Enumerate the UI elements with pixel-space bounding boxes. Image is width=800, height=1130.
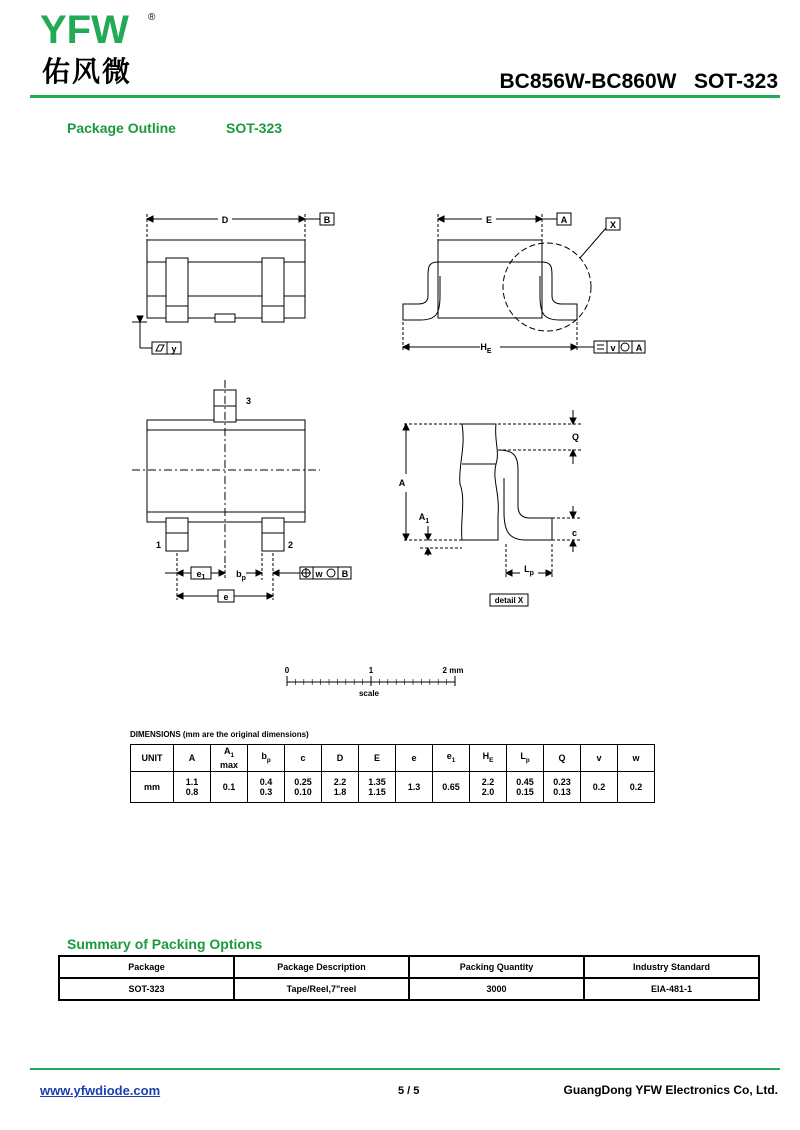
dim-A-label: A	[398, 478, 406, 488]
package-outline-type: SOT-323	[226, 120, 283, 136]
dim-value-cell	[285, 772, 322, 803]
top-view-lead-right	[262, 258, 284, 322]
dim-value-cell	[359, 772, 396, 803]
dim-header-A: A	[174, 745, 211, 772]
dim-header-unit: UNIT	[131, 745, 174, 772]
dimensions-header-row	[131, 745, 655, 772]
dim-value: 0.4	[259, 777, 273, 787]
dim-header-v: v	[581, 745, 618, 772]
pin-2-label: 2	[288, 540, 294, 550]
pin-1-label: 1	[156, 540, 162, 550]
packing-quantity: 3000	[409, 978, 584, 1000]
dim-value: 0.13	[553, 787, 571, 797]
packing-description: Tape/Reel,7"reel	[234, 978, 409, 1000]
registered-mark: ®	[148, 12, 156, 23]
dim-value-cell	[507, 772, 544, 803]
flatness-y-label: y	[171, 344, 177, 354]
footer-rule	[30, 1068, 780, 1070]
dim-header-c: c	[285, 745, 322, 772]
detail-x-body	[460, 424, 499, 540]
dim-value: 2.2	[481, 777, 495, 787]
dim-header-e: e	[396, 745, 433, 772]
dim-c-label: c	[572, 528, 578, 538]
dim-value: 0.8	[185, 787, 199, 797]
dim-Lp-label: $L_p$	[524, 564, 534, 577]
side-view-lead-left	[403, 262, 440, 320]
document-title: BC856W-BC860W SOT-323	[499, 70, 778, 93]
package-outline-heading: Package Outline	[67, 120, 176, 136]
tolerance-v-label: v	[610, 343, 616, 353]
dim-header-E: E	[359, 745, 396, 772]
packing-heading: Summary of Packing Options	[67, 936, 263, 952]
pin-1-lead	[166, 518, 188, 551]
side-view-body	[438, 240, 542, 318]
page-number: 5 / 5	[398, 1085, 420, 1097]
dim-value: 0.65	[442, 782, 460, 792]
dim-e-label: e	[223, 592, 229, 602]
dim-value: 2.2	[333, 777, 347, 787]
dim-header-D: D	[322, 745, 359, 772]
scale-label: scale	[358, 689, 380, 698]
logo-wordmark: YFW	[40, 8, 129, 52]
dim-value-cell	[544, 772, 581, 803]
dimensions-data-row	[131, 772, 655, 803]
dim-E-label: E	[485, 215, 493, 225]
bottom-view-body	[147, 420, 305, 522]
dim-header-e1: $e_1$	[433, 745, 470, 772]
scale-tick-0: 0	[284, 666, 290, 675]
packing-header-row	[59, 956, 759, 978]
dim-A1-label: $A_1$	[418, 512, 430, 525]
dim-header-Lp: $L_p$	[507, 745, 544, 772]
packing-package: SOT-323	[59, 978, 234, 1000]
detail-X-ref: X	[609, 220, 617, 230]
logo-chinese-name: 佑风微	[42, 55, 133, 88]
detail-x-lead	[498, 450, 552, 540]
dimensions-table	[130, 744, 655, 803]
packing-table	[58, 955, 760, 1001]
dim-value-cell	[618, 772, 655, 803]
dim-value: 2.0	[481, 787, 495, 797]
position-B-label: B	[341, 569, 349, 579]
dim-header-Q: Q	[544, 745, 581, 772]
dim-header-HE: $H_E$	[470, 745, 507, 772]
dim-header-w: w	[618, 745, 655, 772]
dim-header-A1: $A_1$ max	[211, 745, 248, 772]
top-view-lead-left	[166, 258, 188, 322]
dim-bp-label: $b_p$	[236, 569, 246, 582]
pin-3-label: 3	[246, 396, 252, 406]
side-view-lead-right	[540, 262, 577, 320]
company-name: GuangDong YFW Electronics Co, Ltd.	[563, 1083, 778, 1097]
scale-tick-2: 2 mm	[442, 666, 464, 675]
dim-value-cell	[211, 772, 248, 803]
dim-value: 1.3	[407, 782, 421, 792]
dim-Q-label: Q	[572, 432, 580, 442]
dim-value: 0.45	[516, 777, 534, 787]
datum-A-label: A	[560, 215, 568, 225]
packing-header-package: Package	[59, 956, 234, 978]
dim-D-label: D	[221, 215, 229, 225]
packing-data-row	[59, 978, 759, 1000]
dim-value: 0.1	[222, 782, 236, 792]
dimensions-caption: DIMENSIONS (mm are the original dimensions)	[130, 730, 309, 739]
packing-header-quantity: Packing Quantity	[409, 956, 584, 978]
dim-value: 0.15	[516, 787, 534, 797]
dim-unit-cell: mm	[131, 772, 174, 803]
dim-e1-label: $e_1$	[196, 569, 206, 581]
dim-value: 0.2	[629, 782, 643, 792]
packing-standard: EIA-481-1	[584, 978, 759, 1000]
dim-header-bp: $b_p$	[248, 745, 285, 772]
scale-tick-1: 1	[368, 666, 374, 675]
dim-value: 0.10	[294, 787, 312, 797]
dim-value-cell	[396, 772, 433, 803]
dim-value-cell	[174, 772, 211, 803]
detail-x-caption: detail X	[494, 596, 524, 605]
dim-value-cell	[470, 772, 507, 803]
pin-2-lead	[262, 518, 284, 551]
dim-value: 1.35	[368, 777, 386, 787]
dim-value: 0.3	[259, 787, 273, 797]
website-link[interactable]: www.yfwdiode.com	[40, 1083, 161, 1098]
datum-B-label: B	[323, 215, 331, 225]
dim-value: 1.1	[185, 777, 199, 787]
dim-value-cell	[248, 772, 285, 803]
dim-value: 0.25	[294, 777, 312, 787]
dim-value-cell	[581, 772, 618, 803]
dim-value: 0.23	[553, 777, 571, 787]
dim-value: 1.8	[333, 787, 347, 797]
dim-HE-label: $H_E$	[480, 342, 492, 355]
dim-value: 0.2	[592, 782, 606, 792]
packing-header-description: Package Description	[234, 956, 409, 978]
dim-value-cell	[433, 772, 470, 803]
dim-value: 1.15	[368, 787, 386, 797]
tolerance-A-label: A	[635, 343, 643, 353]
packing-header-standard: Industry Standard	[584, 956, 759, 978]
position-w-label: w	[315, 569, 323, 579]
dim-value-cell	[322, 772, 359, 803]
